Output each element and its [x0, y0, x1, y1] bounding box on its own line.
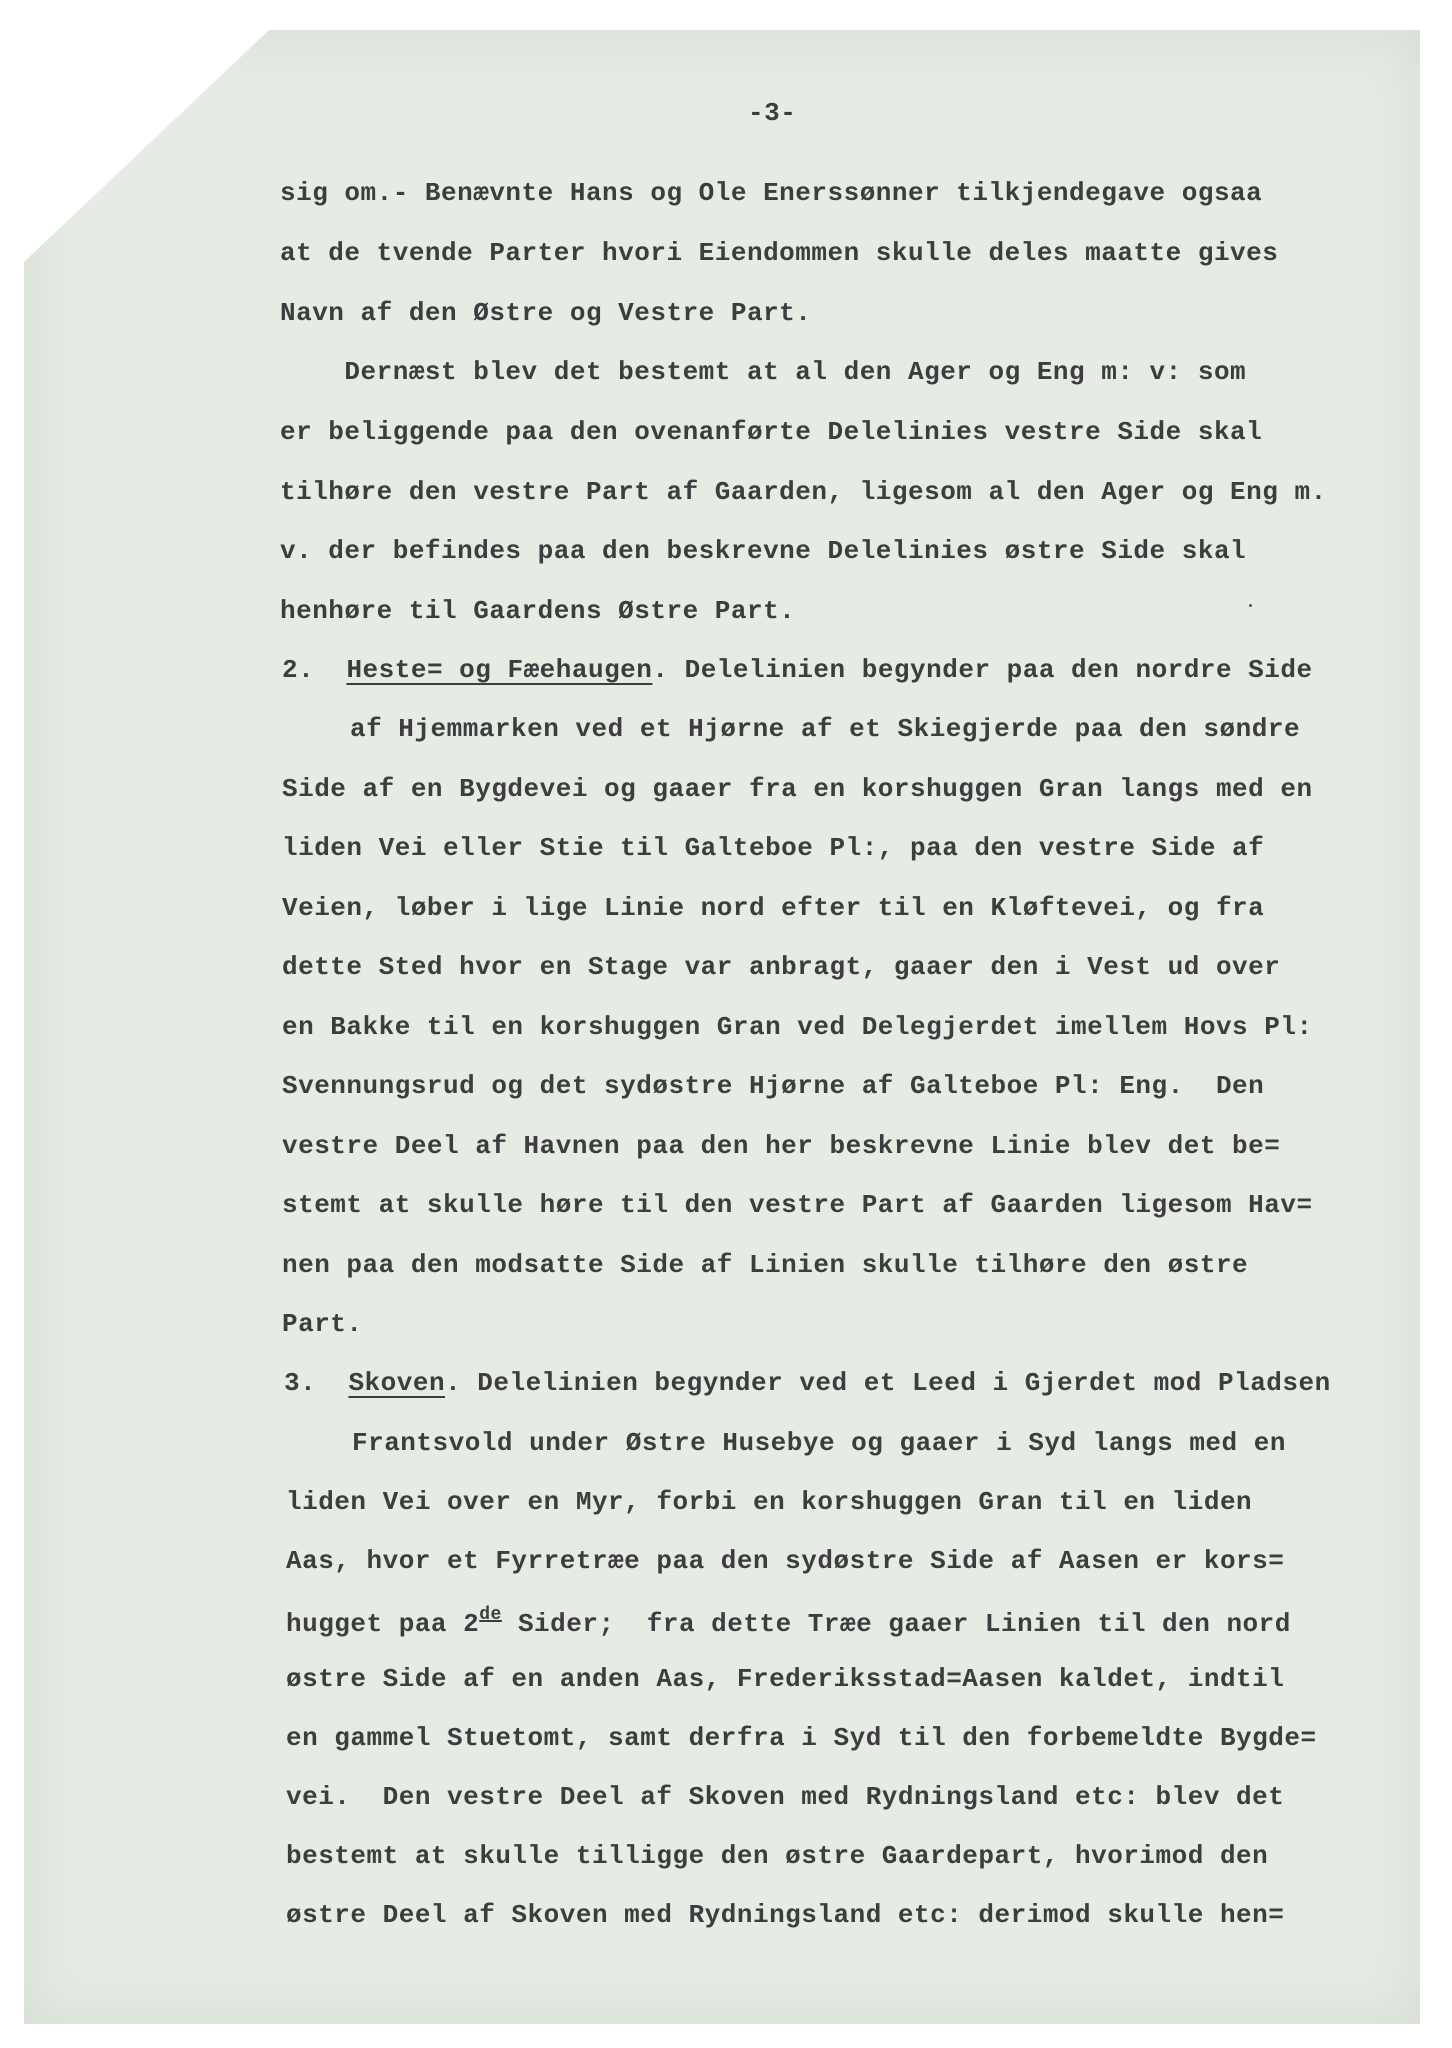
text-line: af Hjemmarken ved et Hjørne af et Skiegjerde paa den søndre	[350, 714, 1301, 744]
section-3-heading-line	[284, 1368, 1331, 1398]
superscript-line-before: hugget paa 2	[286, 1609, 480, 1639]
text-line: er beliggende paa den ovenanførte Delelinies vestre Side skal	[280, 417, 1263, 447]
text-line: Navn af den Østre og Vestre Part.	[280, 298, 812, 328]
text-line: liden Vei over en Myr, forbi en korshuggen Gran til en liden	[286, 1487, 1253, 1517]
text-line: Side af en Bygdevei og gaaer fra en korshuggen Gran langs med en	[282, 774, 1313, 804]
section-2-number: 2.	[282, 655, 315, 685]
text-line: dette Sted hvor en Stage var anbragt, gaaer den i Vest ud over	[282, 952, 1281, 982]
page-number: -3-	[748, 98, 797, 128]
section-2-heading: Heste= og Fæehaugen	[346, 655, 653, 685]
section-2-heading-rest: . Delelinien begynder paa den nordre Side	[652, 655, 1313, 685]
section-3-heading: Skoven	[348, 1368, 446, 1398]
section-3-heading-rest: . Delelinien begynder ved et Leed i Gjerdet mod Pladsen	[445, 1368, 1331, 1398]
text-line: at de tvende Parter hvori Eiendommen skulle deles maatte gives	[280, 238, 1279, 268]
section-2-heading-line	[282, 655, 1313, 685]
text-line: vestre Deel af Havnen paa den her beskrevne Linie blev det be=	[282, 1131, 1281, 1161]
text-line: en gammel Stuetomt, samt derfra i Syd til den forbemeldte Bygde=	[286, 1723, 1317, 1753]
text-line: Dernæst blev det bestemt at al den Ager og Eng m: v: som	[280, 357, 1247, 387]
text-line: stemt at skulle høre til den vestre Part af Gaarden ligesom Hav=	[282, 1190, 1313, 1220]
text-line: henhøre til Gaardens Østre Part.	[280, 596, 796, 626]
superscript-line-after: Sider; fra dette Træe gaaer Linien til den nord	[501, 1609, 1291, 1639]
text-line: en Bakke til en korshuggen Gran ved Delegjerdet imellem Hovs Pl:	[282, 1012, 1313, 1042]
section-3-number: 3.	[284, 1368, 317, 1398]
text-line: liden Vei eller Stie til Galteboe Pl:, paa den vestre Side af	[282, 833, 1265, 863]
superscript-de: de	[479, 1605, 502, 1625]
text-line: Aas, hvor et Fyrretræe paa den sydøstre Side af Aasen er kors=	[286, 1546, 1285, 1576]
text-line: v. der befindes paa den beskrevne Delelinies østre Side skal	[280, 536, 1247, 566]
text-line: Svennungsrud og det sydøstre Hjørne af Galteboe Pl: Eng. Den	[282, 1071, 1265, 1101]
paper-speck	[1249, 604, 1252, 607]
text-line-with-superscript	[286, 1605, 1291, 1639]
text-line: Part.	[282, 1309, 363, 1339]
text-line: østre Side af en anden Aas, Frederiksstad=Aasen kaldet, indtil	[286, 1664, 1285, 1694]
text-line: vei. Den vestre Deel af Skoven med Rydningsland etc: blev det	[286, 1782, 1285, 1812]
text-line: sig om.- Benævnte Hans og Ole Enerssønner tilkjendegave ogsaa	[280, 178, 1263, 208]
text-line: bestemt at skulle tilligge den østre Gaardepart, hvorimod den	[286, 1841, 1269, 1871]
text-line: nen paa den modsatte Side af Linien skulle tilhøre den østre	[282, 1250, 1249, 1280]
text-line: tilhøre den vestre Part af Gaarden, ligesom al den Ager og Eng m.	[280, 477, 1327, 507]
text-line: Frantsvold under Østre Husebye og gaaer i Syd langs med en	[352, 1428, 1286, 1458]
text-line: Veien, løber i lige Linie nord efter til en Kløftevei, og fra	[282, 893, 1265, 923]
text-line: østre Deel af Skoven med Rydningsland etc: derimod skulle hen=	[286, 1900, 1285, 1930]
